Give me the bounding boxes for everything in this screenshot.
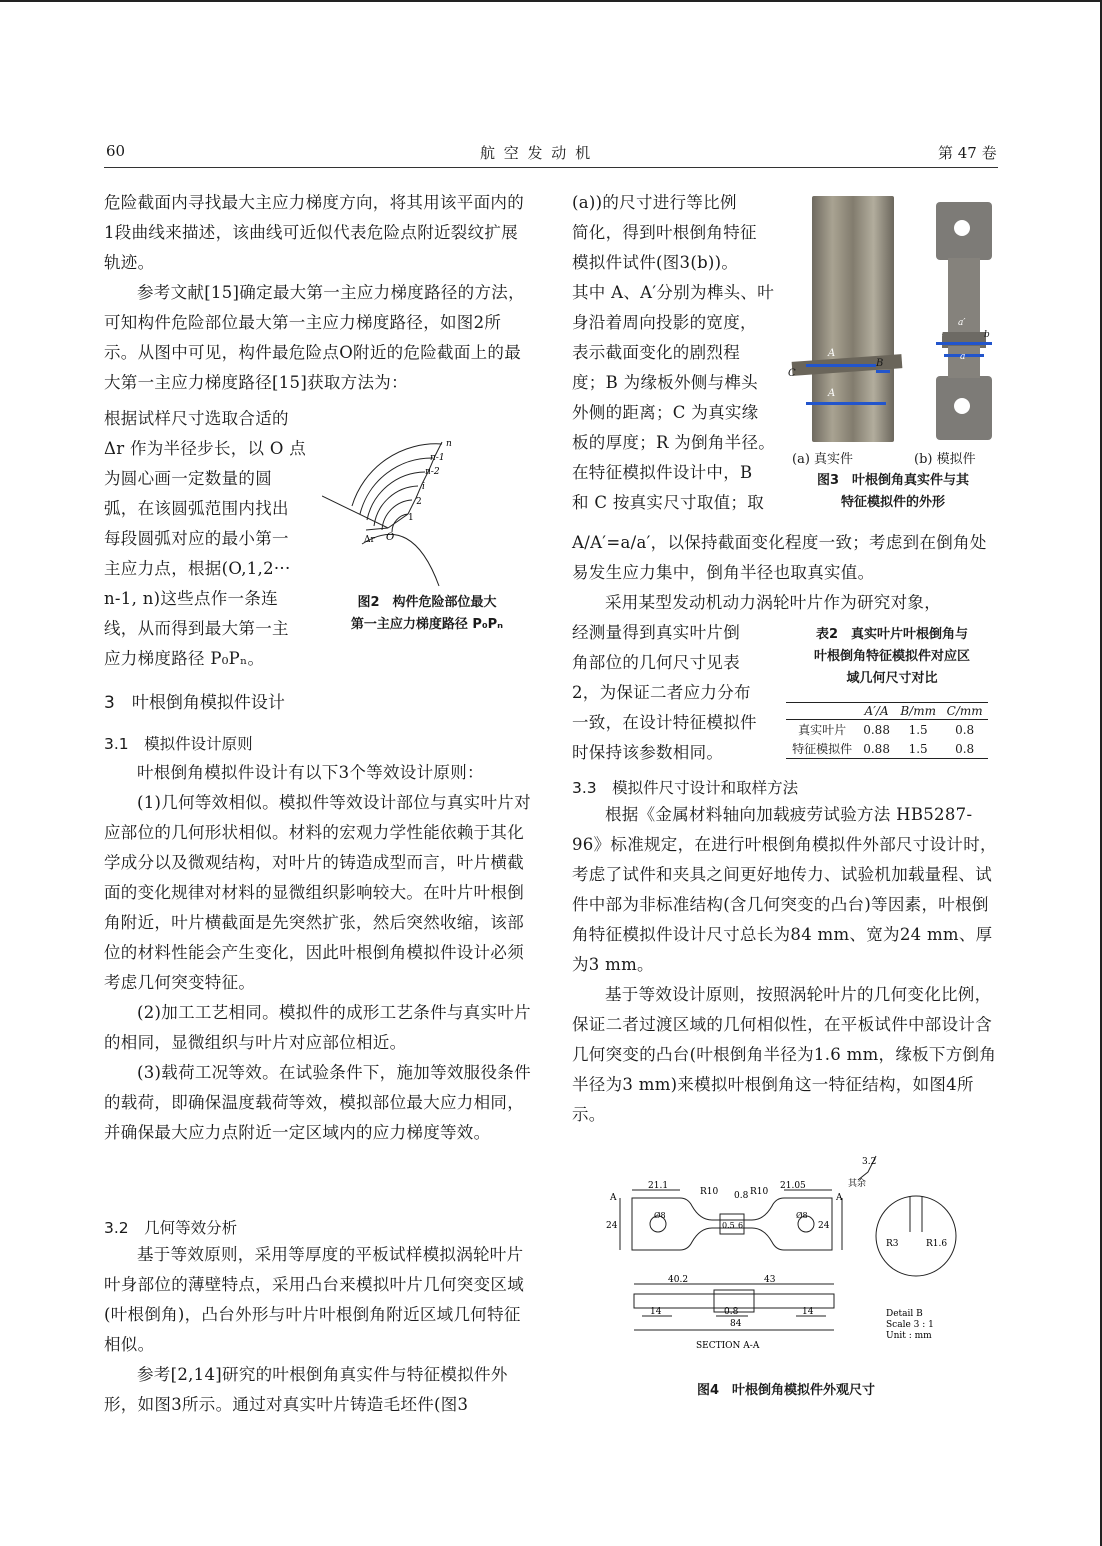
paragraph: 采用某型发动机动力涡轮叶片作为研究对象， <box>605 593 941 612</box>
right-wrap-text-2 <box>572 618 784 768</box>
label-n1: n-1 <box>430 453 445 463</box>
caption-line: 表2 真实叶片叶根倒角与 <box>815 627 969 642</box>
dim-phi8-left: Ø8 <box>654 1211 666 1220</box>
unit-label: Unit : mm <box>886 1331 932 1341</box>
dim-40-2: 40.2 <box>668 1275 689 1285</box>
caption-line: 图3 叶根倒角真实件与其 <box>816 473 970 488</box>
text-line: 主应力点，根据(O,1,2··· <box>104 559 291 578</box>
section-mark-A-right: A <box>836 1193 843 1203</box>
paragraph: A/A′=a/a′，以保持截面变化程度一致；考虑到在倒角处易发生应力集中，倒角半径也取真实值。 <box>572 533 987 582</box>
dim-R10-b: R10 <box>750 1187 769 1197</box>
dim-24-left: 24 <box>606 1221 618 1231</box>
dim-21-1: 21.1 <box>648 1181 669 1191</box>
left-column-body <box>104 758 532 1148</box>
table-row <box>786 739 988 759</box>
fig3-subcaption-a: (a) 真实件 <box>792 452 854 467</box>
paragraph: (2)加工工艺相同。模拟件的成形工艺条件与真实叶片的相同，显微组织与叶片对应部位相近。 <box>104 1003 531 1052</box>
table-cell: 0.8 <box>955 741 975 756</box>
scale-label: Scale 3 : 1 <box>886 1320 934 1330</box>
page-number: 60 <box>106 142 126 160</box>
table-cell: 0.88 <box>863 741 890 756</box>
label-dr: Δr <box>364 535 375 545</box>
paragraph: 参考[2,14]研究的叶根倒角真实件与特征模拟件外形，如图3所示。通过对真实叶片铸造毛坯件(图3 <box>104 1365 508 1414</box>
text-line: 2，为保证二者应力分布 <box>572 683 751 702</box>
text-line: 时保持该参数相同。 <box>572 743 724 762</box>
dim-A-bar <box>806 364 876 367</box>
table-header-cell: A′/A <box>864 704 889 718</box>
dim-0-5: 0.5 <box>722 1221 735 1230</box>
dim-6: 6 <box>738 1221 744 1230</box>
dim-84: 84 <box>730 1319 742 1329</box>
caption-line: 特征模拟件的外形 <box>840 495 945 510</box>
table-header-cell: B/mm <box>900 704 936 718</box>
section-heading-3: 3 叶根倒角模拟件设计 <box>104 693 285 713</box>
dim-R3: R3 <box>886 1239 899 1249</box>
label-A: A <box>828 348 836 359</box>
text-line: 身沿着周向投影的宽度， <box>572 313 757 332</box>
label-b: b <box>984 330 990 340</box>
right-column-body <box>572 800 1000 1130</box>
text-line: 根据试样尺寸选取合适的 <box>104 409 289 428</box>
table-header-row <box>786 703 988 720</box>
table-cell: 0.8 <box>955 722 975 737</box>
table-cell: 1.5 <box>908 741 928 756</box>
paragraph: (1)几何等效相似。模拟件等效设计部位与真实叶片对应部位的几何形状相似。材料的宏观力学性能依赖于其化学成分以及微观结构，对叶片的铸造成型而言，叶片横截面的变化规律对材料的显微组织影响较大。在叶片叶根倒角附近，叶片横截面是先突然扩张，然后突然收缩，该部位的材料性能会产生变化，因此叶根倒角模拟件设计必须考虑几何突变特征。 <box>104 793 531 992</box>
caption-line: 图2 构件危险部位最大 <box>357 595 497 610</box>
detail-label: Detail B <box>886 1309 923 1319</box>
text-line: 弧，在该圆弧范围内找出 <box>104 499 289 518</box>
paragraph: 危险截面内寻找最大主应力梯度方向，将其用该平面内的1段曲线来描述，该曲线可近似代表危险点附近裂纹扩展轨迹。 <box>104 193 524 272</box>
text-line: 一致，在设计特征模拟件 <box>572 713 757 732</box>
dim-A-bar <box>806 402 886 405</box>
top-border <box>0 0 1102 2</box>
dim-0-8: 0.8 <box>734 1191 749 1201</box>
fig3-subcaption-b: (b) 模拟件 <box>914 452 976 467</box>
table-row <box>786 720 988 740</box>
journal-title: 航 空 发 动 机 <box>480 144 593 162</box>
section-heading-3-3: 3.3 模拟件尺寸设计和取样方法 <box>572 779 799 797</box>
text-line: 为圆心画一定数量的圆 <box>104 469 272 488</box>
roughness-value: 3.2 <box>862 1157 877 1167</box>
figure-2-caption <box>322 592 532 636</box>
figure-4-drawing <box>596 1150 976 1360</box>
table-cell: 1.5 <box>908 722 928 737</box>
figure-4-caption: 图4 叶根倒角模拟件外观尺寸 <box>696 1383 876 1398</box>
text-line: 其中 A、A′分别为榫头、叶 <box>572 283 775 302</box>
right-wrap-text <box>572 188 784 518</box>
figure-3-photos <box>788 196 998 442</box>
paragraph: 基于等效设计原则，按照涡轮叶片的几何变化比例，保证二者过渡区域的几何相似性，在平板试件中部设计含几何突变的凸台(叶根倒角半径为1.6 mm，缘板下方倒角半径为3 mm)来模拟叶根倒角这一特征结构，如图4所示。 <box>572 985 997 1124</box>
figure-2-diagram <box>322 432 532 592</box>
text-line: 在特征模拟件设计中，B <box>572 463 753 482</box>
dim-R1-6: R1.6 <box>926 1239 948 1249</box>
label-n: n <box>446 439 452 449</box>
dim-14-left: 14 <box>650 1307 662 1317</box>
dim-R10-a: R10 <box>700 1187 719 1197</box>
dim-14-right: 14 <box>802 1307 814 1317</box>
caption-line: 第一主应力梯度路径 P₀Pₙ <box>350 617 504 632</box>
paragraph: 基于等效原则，采用等厚度的平板试样模拟涡轮叶片叶身部位的薄壁特点，采用凸台来模拟叶片几何突变区域(叶根倒角)，凸台外形与叶片叶根倒角附近区域几何特征相似。 <box>104 1245 524 1354</box>
table-header-cell <box>786 703 858 720</box>
text-line: 角部位的几何尺寸见表 <box>572 653 740 672</box>
text-line: 应力梯度路径 P₀Pₙ。 <box>104 649 265 668</box>
text-line: 表示截面变化的剧烈程 <box>572 343 740 362</box>
table-header-cell: C/mm <box>946 704 983 718</box>
paragraph: 参考文献[15]确定最大第一主应力梯度路径的方法，可知构件危险部位最大第一主应力梯度路径，如图2所示。从图中可见，构件最危险点O附近的危险截面上的最大第一主应力梯度路径[15]获取方法为： <box>104 283 525 392</box>
label-2: 2 <box>416 497 422 507</box>
text-line: 模拟件试件(图3(b))。 <box>572 253 739 272</box>
table-2-caption <box>786 624 998 690</box>
dim-B-bar <box>876 370 890 373</box>
real-blade-photo <box>812 196 894 442</box>
table-cell: 特征模拟件 <box>792 742 853 756</box>
left-column-end <box>104 1240 532 1420</box>
text-line: 外侧的距离；C 为真实缘 <box>572 403 759 422</box>
text-line: Δr 作为半径步长，以 O 点 <box>104 439 307 458</box>
figure-3-caption <box>788 470 998 514</box>
table-2 <box>786 702 988 759</box>
left-column-top <box>104 188 532 398</box>
label-a: a <box>960 352 966 362</box>
dim-43: 43 <box>764 1275 776 1285</box>
label-C: C <box>788 368 796 379</box>
label-O: O <box>386 532 395 543</box>
label-a-prime: a′ <box>958 318 966 328</box>
table-cell: 真实叶片 <box>798 723 847 737</box>
text-line: (a))的尺寸进行等比例 <box>572 193 737 212</box>
section-label: SECTION A-A <box>696 1341 760 1351</box>
section-heading-3-1: 3.1 模拟件设计原则 <box>104 735 253 753</box>
paragraph: 叶根倒角模拟件设计有以下3个等效设计原则： <box>137 763 484 782</box>
label-A: A <box>828 388 836 399</box>
dim-phi8-right: Ø8 <box>796 1211 808 1220</box>
label-B: B <box>876 358 884 369</box>
specimen-photo <box>936 202 992 442</box>
caption-line: 域几何尺寸对比 <box>846 671 938 686</box>
section-mark-A-left: A <box>610 1193 617 1203</box>
label-1: 1 <box>408 513 414 523</box>
table-cell: 0.88 <box>863 722 890 737</box>
header-rule <box>104 167 998 168</box>
paragraph: 根据《金属材料轴向加载疲劳试验方法 HB5287-96》标准规定，在进行叶根倒角模拟件外部尺寸设计时，考虑了试件和夹具之间更好地传力、试验机加载量程、试件中部为非标准结构(含几何突变的凸台)等因素，叶根倒角特征模拟件设计尺寸总长为84 mm、宽为24 mm、厚为3 mm。 <box>572 805 997 974</box>
text-line: 简化，得到叶根倒角特征 <box>572 223 757 242</box>
right-column-para <box>572 528 1000 618</box>
dim-24-right: 24 <box>818 1221 830 1231</box>
paragraph: (3)载荷工况等效。在试验条件下，施加等效服役条件的载荷，即确保温度载荷等效，模拟部位最大应力相同，并确保最大应力点附近一定区域内的应力梯度等效。 <box>104 1063 531 1142</box>
text-line: 板的厚度；R 为倒角半径。 <box>572 433 776 452</box>
volume-label: 第 47 卷 <box>938 144 997 162</box>
label-n2: n-2 <box>425 467 440 477</box>
dim-0-8-section: 0.8 <box>724 1307 739 1317</box>
label-c: c <box>938 330 944 340</box>
text-line: 每段圆弧对应的最小第一 <box>104 529 289 548</box>
text-line: 经测量得到真实叶片倒 <box>572 623 740 642</box>
label-i: i <box>422 482 425 492</box>
roughness-other: 其余 <box>848 1179 867 1189</box>
left-wrap-text <box>104 404 319 674</box>
caption-line: 叶根倒角特征模拟件对应区 <box>813 649 970 664</box>
text-line: 度；B 为缘板外侧与榫头 <box>572 373 758 392</box>
text-line: 和 C 按真实尺寸取值；取 <box>572 493 765 512</box>
section-heading-3-2: 3.2 几何等效分析 <box>104 1219 238 1237</box>
dim-21-05: 21.05 <box>780 1181 806 1191</box>
text-line: n-1, n)这些点作一条连 <box>104 589 278 608</box>
text-line: 线，从而得到最大第一主 <box>104 619 289 638</box>
